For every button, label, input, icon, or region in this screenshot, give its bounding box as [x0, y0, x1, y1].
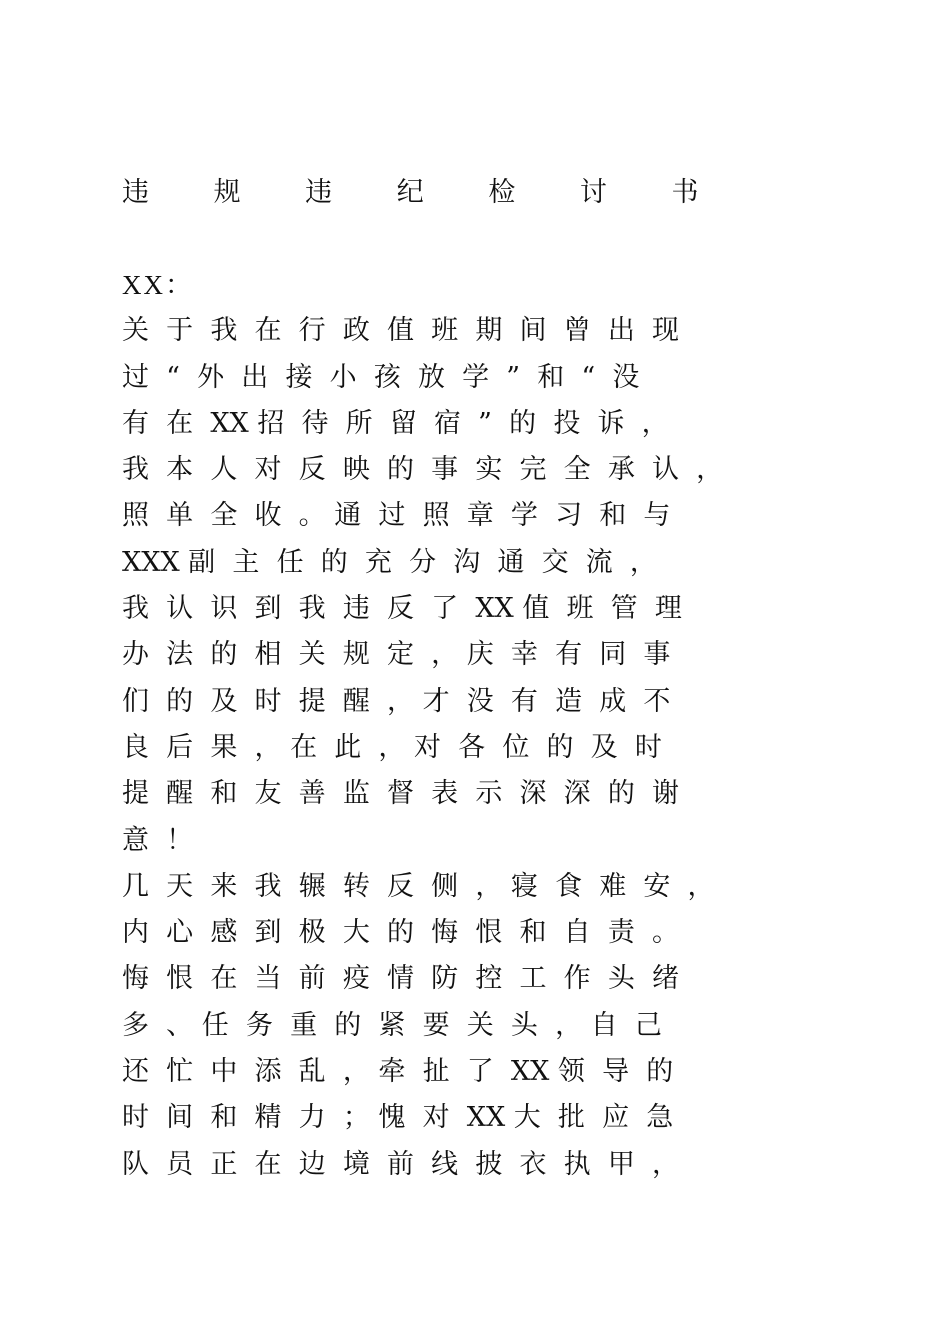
body-line: 队 员 正 在 边 境 前 线 披 衣 执 甲 ，	[122, 1148, 679, 1180]
body-line: 意 ！	[122, 824, 194, 856]
body-line: 照 单 全 收 。 通 过 照 章 学 习 和 与	[122, 500, 671, 532]
body-line: 我 本 人 对 反 映 的 事 实 完 全 承 认 ，	[122, 454, 724, 486]
body-line: 几 天 来 我 辗 转 反 侧 ， 寝 食 难 安 ，	[122, 870, 715, 902]
body-line: 还 忙 中 添 乱 ， 牵 扯 了 XX 领 导 的	[122, 1056, 674, 1088]
body-line: 我 认 识 到 我 违 反 了 XX 值 班 管 理	[122, 593, 682, 625]
body-line: 关 于 我 在 行 政 值 班 期 间 曾 出 现	[122, 315, 679, 347]
body-line: XXX 副 主 任 的 充 分 沟 通 交 流 ，	[122, 546, 657, 578]
body-line: 办 法 的 相 关 规 定 ， 庆 幸 有 同 事	[122, 639, 671, 671]
body-line: 内 心 感 到 极 大 的 悔 恨 和 自 责 。	[122, 917, 679, 949]
addressee: XX：	[122, 270, 194, 300]
body-line: 良 后 果 ， 在 此 ， 对 各 位 的 及 时	[122, 731, 662, 763]
body-line: 悔 恨 在 当 前 疫 情 防 控 工 作 头 绪	[122, 963, 679, 995]
document-body	[122, 262, 862, 1188]
body-line: 多 、 任 务 重 的 紧 要 关 头 ， 自 己	[122, 1009, 662, 1041]
body-line: 过 “ 外 出 接 小 孩 放 学 ” 和 “ 没	[122, 361, 640, 393]
body-line: 时 间 和 精 力 ； 愧 对 XX 大 批 应 急	[122, 1102, 674, 1134]
body-line: 有 在 XX 招 待 所 留 宿 ” 的 投 诉 ，	[122, 407, 669, 439]
body-line: 提 醒 和 友 善 监 督 表 示 深 深 的 谢	[122, 778, 679, 810]
body-line: 们 的 及 时 提 醒 ， 才 没 有 造 成 不	[122, 685, 671, 717]
document-title: 违 规 违 纪 检 讨 书	[122, 177, 727, 208]
